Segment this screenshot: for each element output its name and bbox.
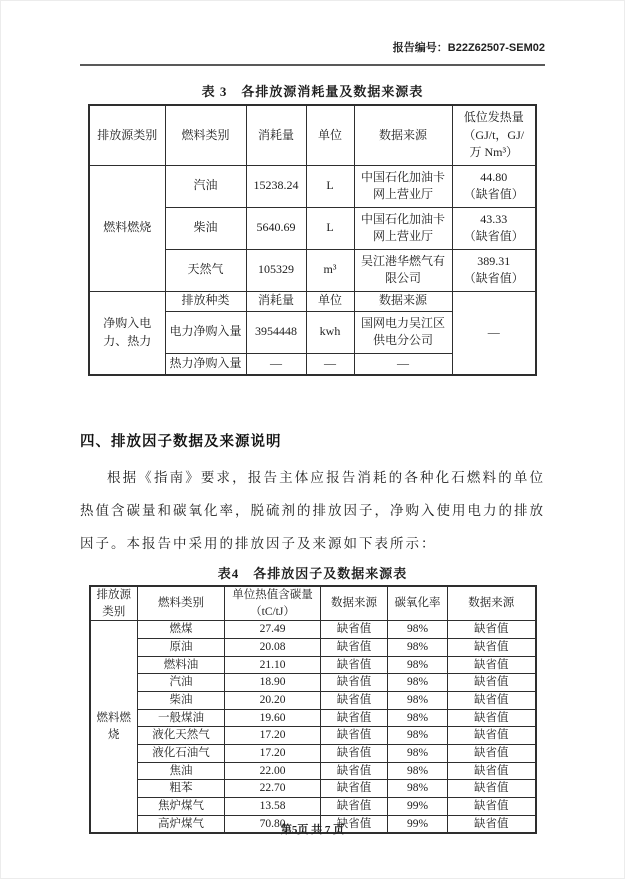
group-label-fuel-combustion: 燃料燃烧 (89, 165, 165, 291)
group-label-fuel-combustion: 燃料燃烧 (90, 621, 138, 834)
table-row (90, 692, 536, 710)
cell: 缺省值 (321, 745, 388, 763)
cell: — (246, 353, 306, 375)
cell: 15238.24 (246, 165, 306, 207)
table-row (90, 621, 536, 639)
table-row (90, 674, 536, 692)
body-paragraph: 根据《指南》要求，报告主体应报告消耗的各种化石燃料的单位热值含碳量和碳氧化率，脱硫剂的排放因子，净购入使用电力的排放因子。本报告中采用的排放因子及来源如下表所示： (80, 470, 545, 551)
cell: 缺省值 (448, 727, 536, 745)
heat-value: 43.33 (480, 211, 508, 226)
cell: 98% (388, 727, 448, 745)
cell: 22.70 (225, 780, 321, 798)
cell: 缺省值 (321, 798, 388, 816)
cell: 缺省值 (448, 639, 536, 657)
table-row (89, 165, 536, 207)
cell: 缺省值 (448, 780, 536, 798)
cell: 燃煤 (138, 621, 225, 639)
cell-heat (452, 249, 536, 291)
heat-header-unit2: 万 Nm³） (469, 144, 519, 159)
cell: 热力净购入量 (165, 353, 246, 375)
cell: 99% (388, 815, 448, 833)
cell: 98% (388, 639, 448, 657)
cell: 缺省值 (448, 621, 536, 639)
header-cell-carbon (225, 586, 321, 621)
cell: 液化天然气 (138, 727, 225, 745)
sub-header-cell: 排放种类 (165, 291, 246, 311)
cell: 99% (388, 798, 448, 816)
cell: 缺省值 (448, 709, 536, 727)
table4-caption: 表4 各排放因子及数据来源表 (217, 566, 408, 581)
cell: 13.58 (225, 798, 321, 816)
cell: 缺省值 (321, 727, 388, 745)
cell: 缺省值 (321, 621, 388, 639)
heat-header-unit1: （GJ/t，GJ/ (463, 127, 525, 142)
cell: 17.20 (225, 745, 321, 763)
sub-header-cell: 数据来源 (354, 291, 452, 311)
header-cell: 燃料类别 (165, 105, 246, 165)
cell: 98% (388, 692, 448, 710)
cell: 中国石化加油卡网上营业厅 (354, 207, 452, 249)
carbon-header-title: 单位热值含碳量 (232, 589, 313, 601)
cell: 缺省值 (448, 815, 536, 833)
cell: 98% (388, 621, 448, 639)
cell: 缺省值 (448, 762, 536, 780)
cell: 105329 (246, 249, 306, 291)
header-cell: 排放源类别 (89, 105, 165, 165)
cell: 粗苯 (138, 780, 225, 798)
table-row (90, 762, 536, 780)
cell: 3954448 (246, 311, 306, 353)
cell: 5640.69 (246, 207, 306, 249)
header-cell: 数据来源 (321, 586, 388, 621)
cell: 柴油 (165, 207, 246, 249)
heat-note: （缺省值） (463, 271, 524, 285)
cell: 缺省值 (448, 692, 536, 710)
cell: 国网电力吴江区供电分公司 (354, 311, 452, 353)
cell: 98% (388, 656, 448, 674)
cell: 焦油 (138, 762, 225, 780)
table3-consumption-sources (88, 104, 537, 376)
cell: 柴油 (138, 692, 225, 710)
heat-note: （缺省值） (463, 229, 524, 243)
cell: 吴江港华燃气有限公司 (354, 249, 452, 291)
cell: L (306, 165, 354, 207)
cell: 原油 (138, 639, 225, 657)
cell: 汽油 (138, 674, 225, 692)
cell: 电力净购入量 (165, 311, 246, 353)
cell: 27.49 (225, 621, 321, 639)
table-row (89, 105, 536, 165)
cell: 20.08 (225, 639, 321, 657)
table-row (90, 656, 536, 674)
table-row (90, 709, 536, 727)
cell: 缺省值 (321, 762, 388, 780)
cell: 18.90 (225, 674, 321, 692)
group-label-purchased-power: 净购入电力、热力 (89, 291, 165, 375)
heat-value: 389.31 (477, 253, 511, 268)
heat-header-title: 低位发热量 (463, 110, 524, 125)
header-cell: 数据来源 (354, 105, 452, 165)
sub-header-cell: 消耗量 (246, 291, 306, 311)
header-cell: 排放源类别 (90, 586, 138, 621)
header-cell: 数据来源 (448, 586, 536, 621)
cell: kwh (306, 311, 354, 353)
header-cell: 燃料类别 (138, 586, 225, 621)
cell-heat (452, 207, 536, 249)
table-row (90, 639, 536, 657)
cell: 一般煤油 (138, 709, 225, 727)
page-number: 第5页 共 7 页 (280, 824, 345, 836)
cell: 缺省值 (448, 656, 536, 674)
cell: 98% (388, 780, 448, 798)
cell: 缺省值 (448, 745, 536, 763)
cell: 98% (388, 745, 448, 763)
header-cell: 消耗量 (246, 105, 306, 165)
header-cell: 碳氧化率 (388, 586, 448, 621)
cell: 98% (388, 674, 448, 692)
cell: 汽油 (165, 165, 246, 207)
header-cell: 单位 (306, 105, 354, 165)
table-row (90, 780, 536, 798)
table3-caption: 表 3 各排放源消耗量及数据来源表 (201, 84, 424, 99)
cell: 缺省值 (321, 815, 388, 833)
table-row (90, 727, 536, 745)
cell: 缺省值 (321, 780, 388, 798)
table-row (89, 291, 536, 311)
cell: 20.20 (225, 692, 321, 710)
cell: 焦炉煤气 (138, 798, 225, 816)
cell: L (306, 207, 354, 249)
cell: 缺省值 (321, 709, 388, 727)
cell: 中国石化加油卡网上营业厅 (354, 165, 452, 207)
sub-header-cell: 单位 (306, 291, 354, 311)
cell: 缺省值 (321, 674, 388, 692)
cell: 液化石油气 (138, 745, 225, 763)
heat-value: 44.80 (480, 169, 508, 184)
cell-heat (452, 165, 536, 207)
header-cell-heat-value (452, 105, 536, 165)
cell: 缺省值 (448, 798, 536, 816)
carbon-header-unit: （tC/tJ） (250, 605, 295, 618)
cell: 燃料油 (138, 656, 225, 674)
cell: 21.10 (225, 656, 321, 674)
table4-emission-factors (89, 585, 537, 834)
table-row (90, 798, 536, 816)
cell: 缺省值 (448, 674, 536, 692)
cell: 缺省值 (321, 692, 388, 710)
cell: — (354, 353, 452, 375)
heat-note: （缺省值） (463, 187, 524, 201)
cell: 17.20 (225, 727, 321, 745)
cell: 高炉煤气 (138, 815, 225, 833)
cell: 70.80 (225, 815, 321, 833)
cell: 98% (388, 762, 448, 780)
cell: 98% (388, 709, 448, 727)
cell: 22.00 (225, 762, 321, 780)
cell: 天然气 (165, 249, 246, 291)
cell: m³ (306, 249, 354, 291)
cell: 19.60 (225, 709, 321, 727)
report-number: 报告编号：B22Z62507-SEM02 (80, 39, 545, 66)
cell: — (306, 353, 354, 375)
cell: 缺省值 (321, 656, 388, 674)
cell: 缺省值 (321, 639, 388, 657)
table-row (90, 586, 536, 621)
cell-merged-dash: — (452, 291, 536, 375)
table-row (90, 745, 536, 763)
section-heading: 四、排放因子数据及来源说明 (80, 434, 282, 450)
